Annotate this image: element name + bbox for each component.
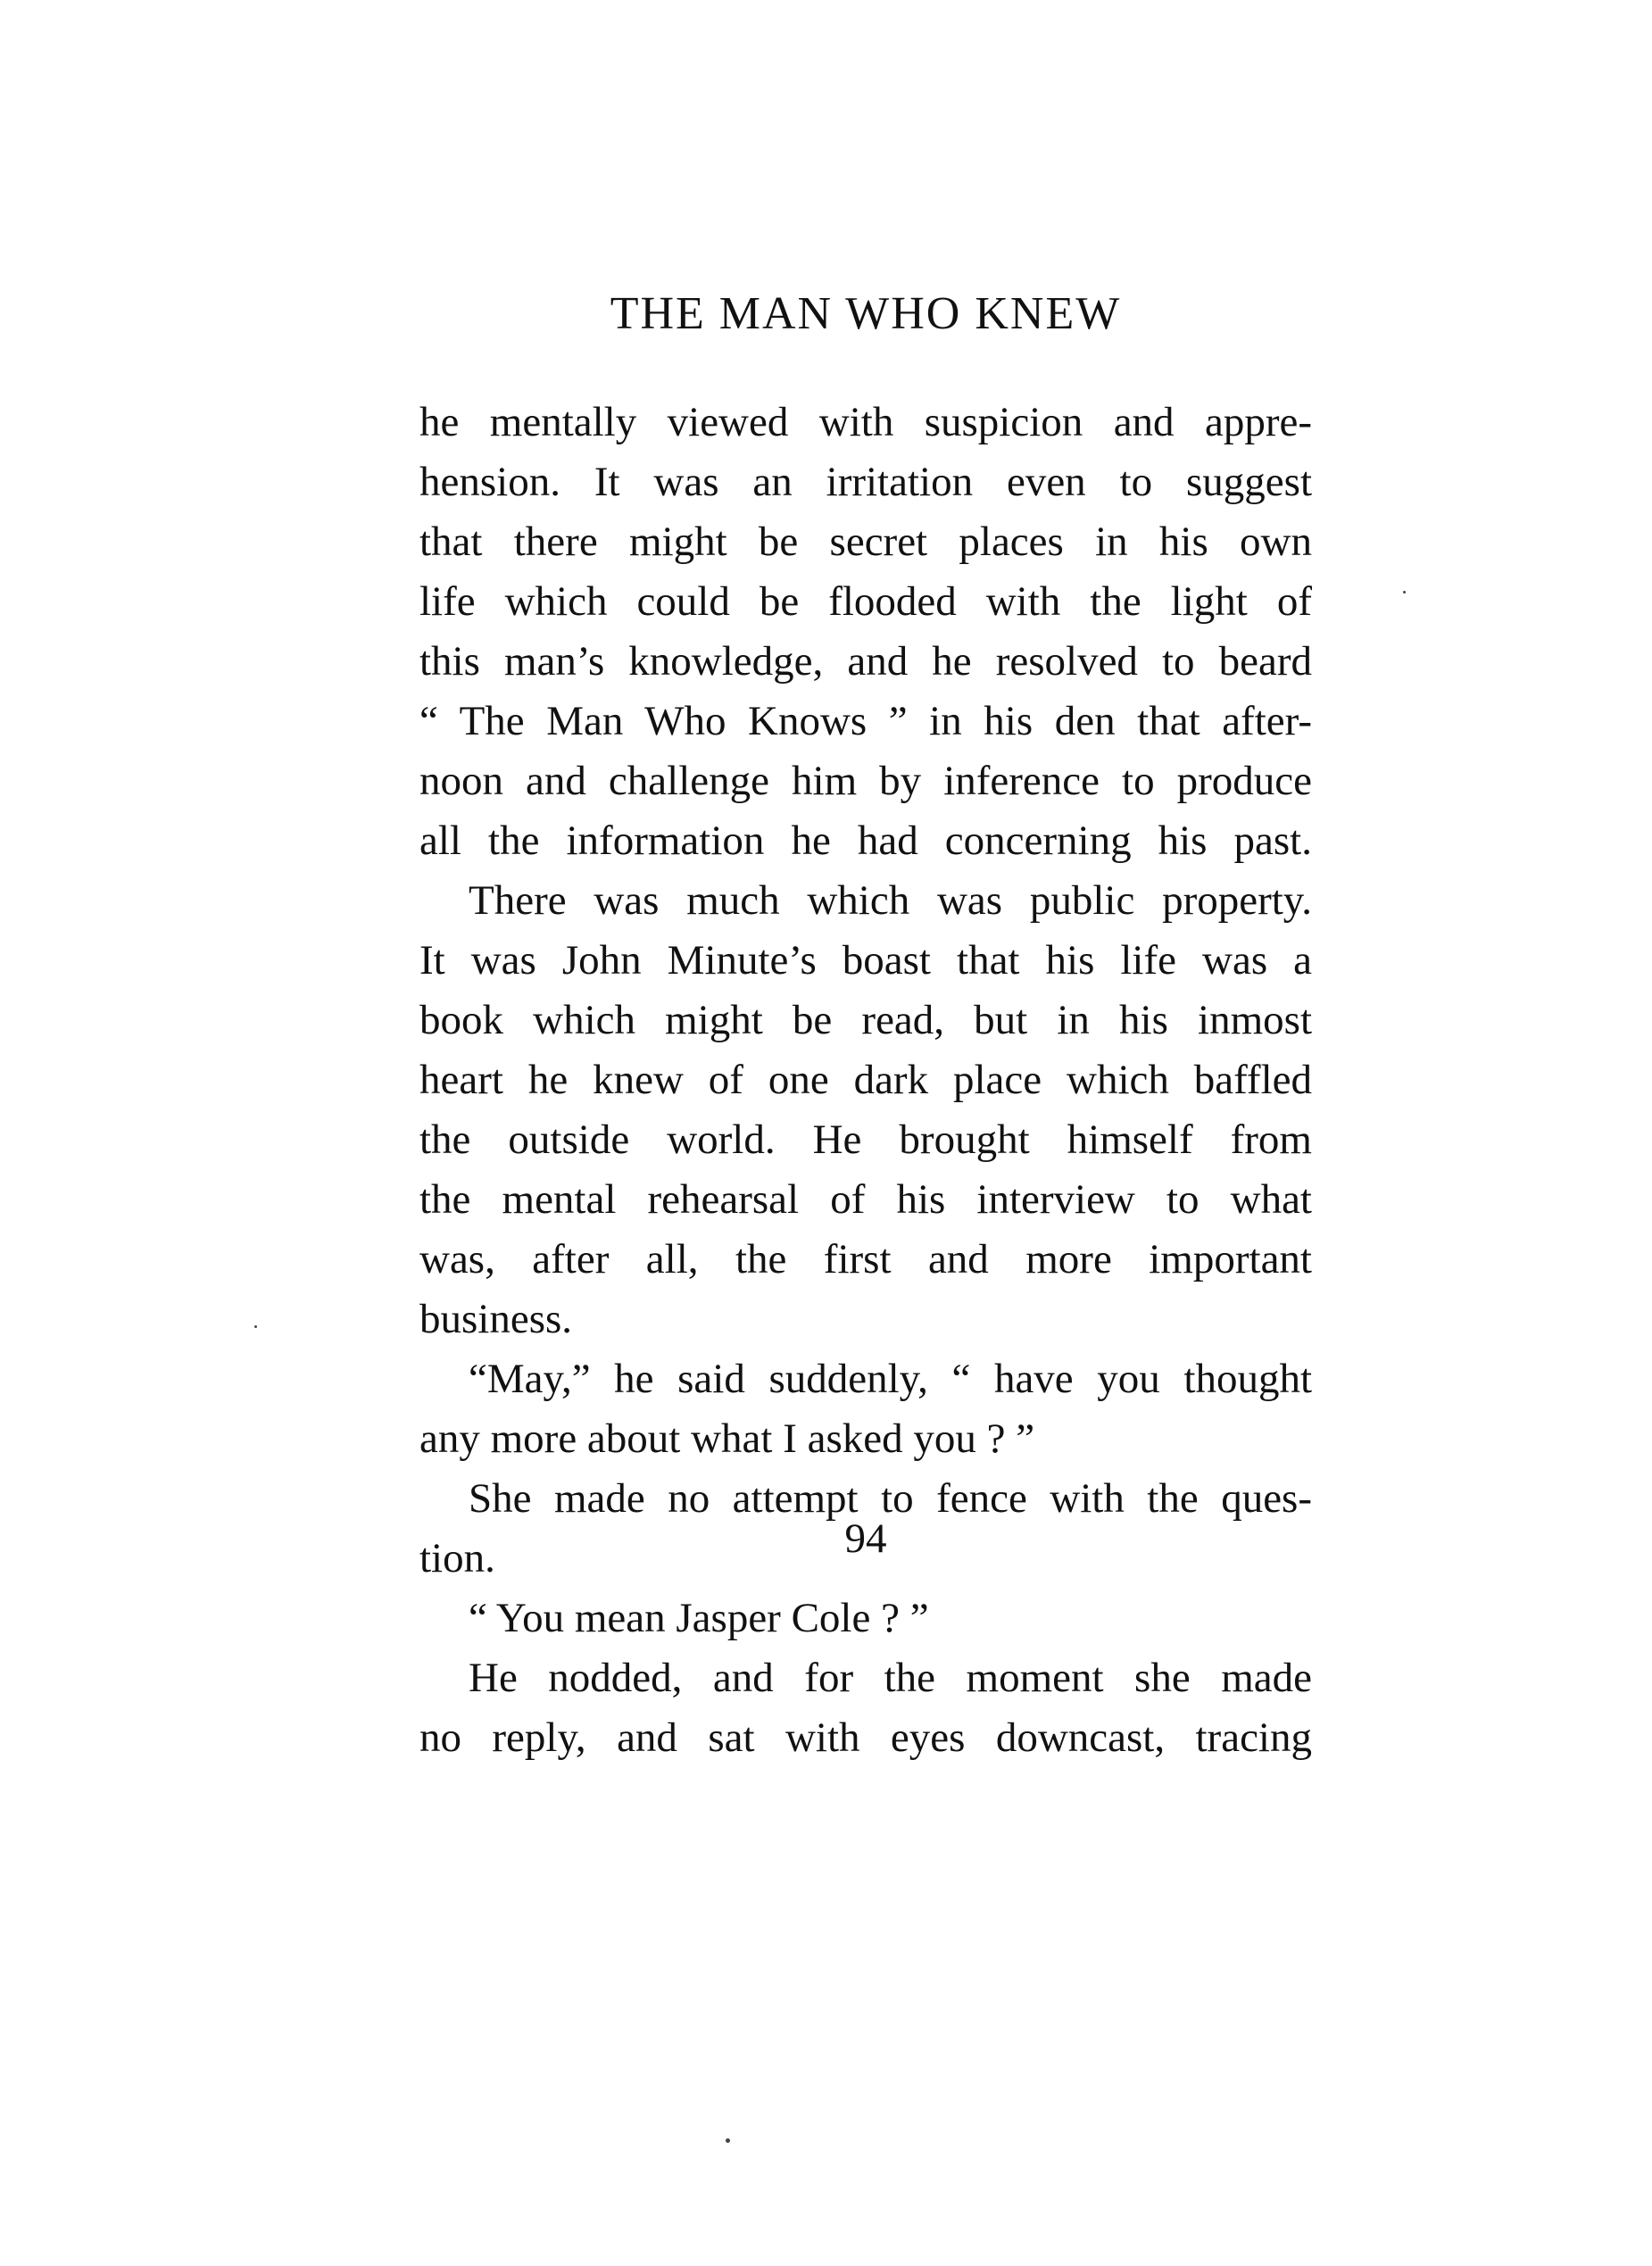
- text-line: “ You mean Jasper Cole ? ”: [469, 1595, 929, 1641]
- scan-speck: [726, 2138, 730, 2143]
- text-line: He nodded, and for the moment she made: [469, 1655, 1312, 1701]
- text-line: noon and challenge him by inference to produce: [419, 758, 1312, 804]
- text-line: business.: [419, 1296, 573, 1342]
- text-line: “May,” he said suddenly, “ have you thought: [469, 1356, 1312, 1402]
- text-line: heart he knew of one dark place which baffled: [419, 1057, 1312, 1103]
- text-line: all the information he had concerning his past.: [419, 818, 1312, 864]
- text-line: he mentally viewed with suspicion and appre-: [419, 399, 1312, 445]
- text-line: was, after all, the first and more important: [419, 1236, 1312, 1282]
- text-line: life which could be flooded with the light of: [419, 578, 1312, 625]
- text-line: this man’s knowledge, and he resolved to beard: [419, 638, 1312, 685]
- running-head: THE MAN WHO KNEW: [610, 288, 1122, 339]
- text-line: It was John Minute’s boast that his life was a: [419, 937, 1312, 984]
- text-line: “ The Man Who Knows ” in his den that after-: [419, 698, 1312, 744]
- text-line: hension. It was an irritation even to suggest: [419, 459, 1312, 505]
- text-line: any more about what I asked you ? ”: [419, 1415, 1035, 1462]
- text-line: the mental rehearsal of his interview to what: [419, 1176, 1312, 1223]
- scan-speck: [254, 1325, 257, 1328]
- page-number: 94: [844, 1515, 887, 1562]
- text-line: that there might be secret places in his own: [419, 519, 1312, 565]
- text-line: There was much which was public property.: [469, 877, 1312, 924]
- text-line: tion.: [419, 1535, 495, 1581]
- text-line: the outside world. He brought himself from: [419, 1116, 1312, 1163]
- text-line: no reply, and sat with eyes downcast, tracing: [419, 1714, 1312, 1761]
- text-line: book which might be read, but in his inmost: [419, 997, 1312, 1043]
- scan-speck: [1403, 591, 1406, 593]
- text-line: She made no attempt to fence with the ques-: [469, 1475, 1312, 1522]
